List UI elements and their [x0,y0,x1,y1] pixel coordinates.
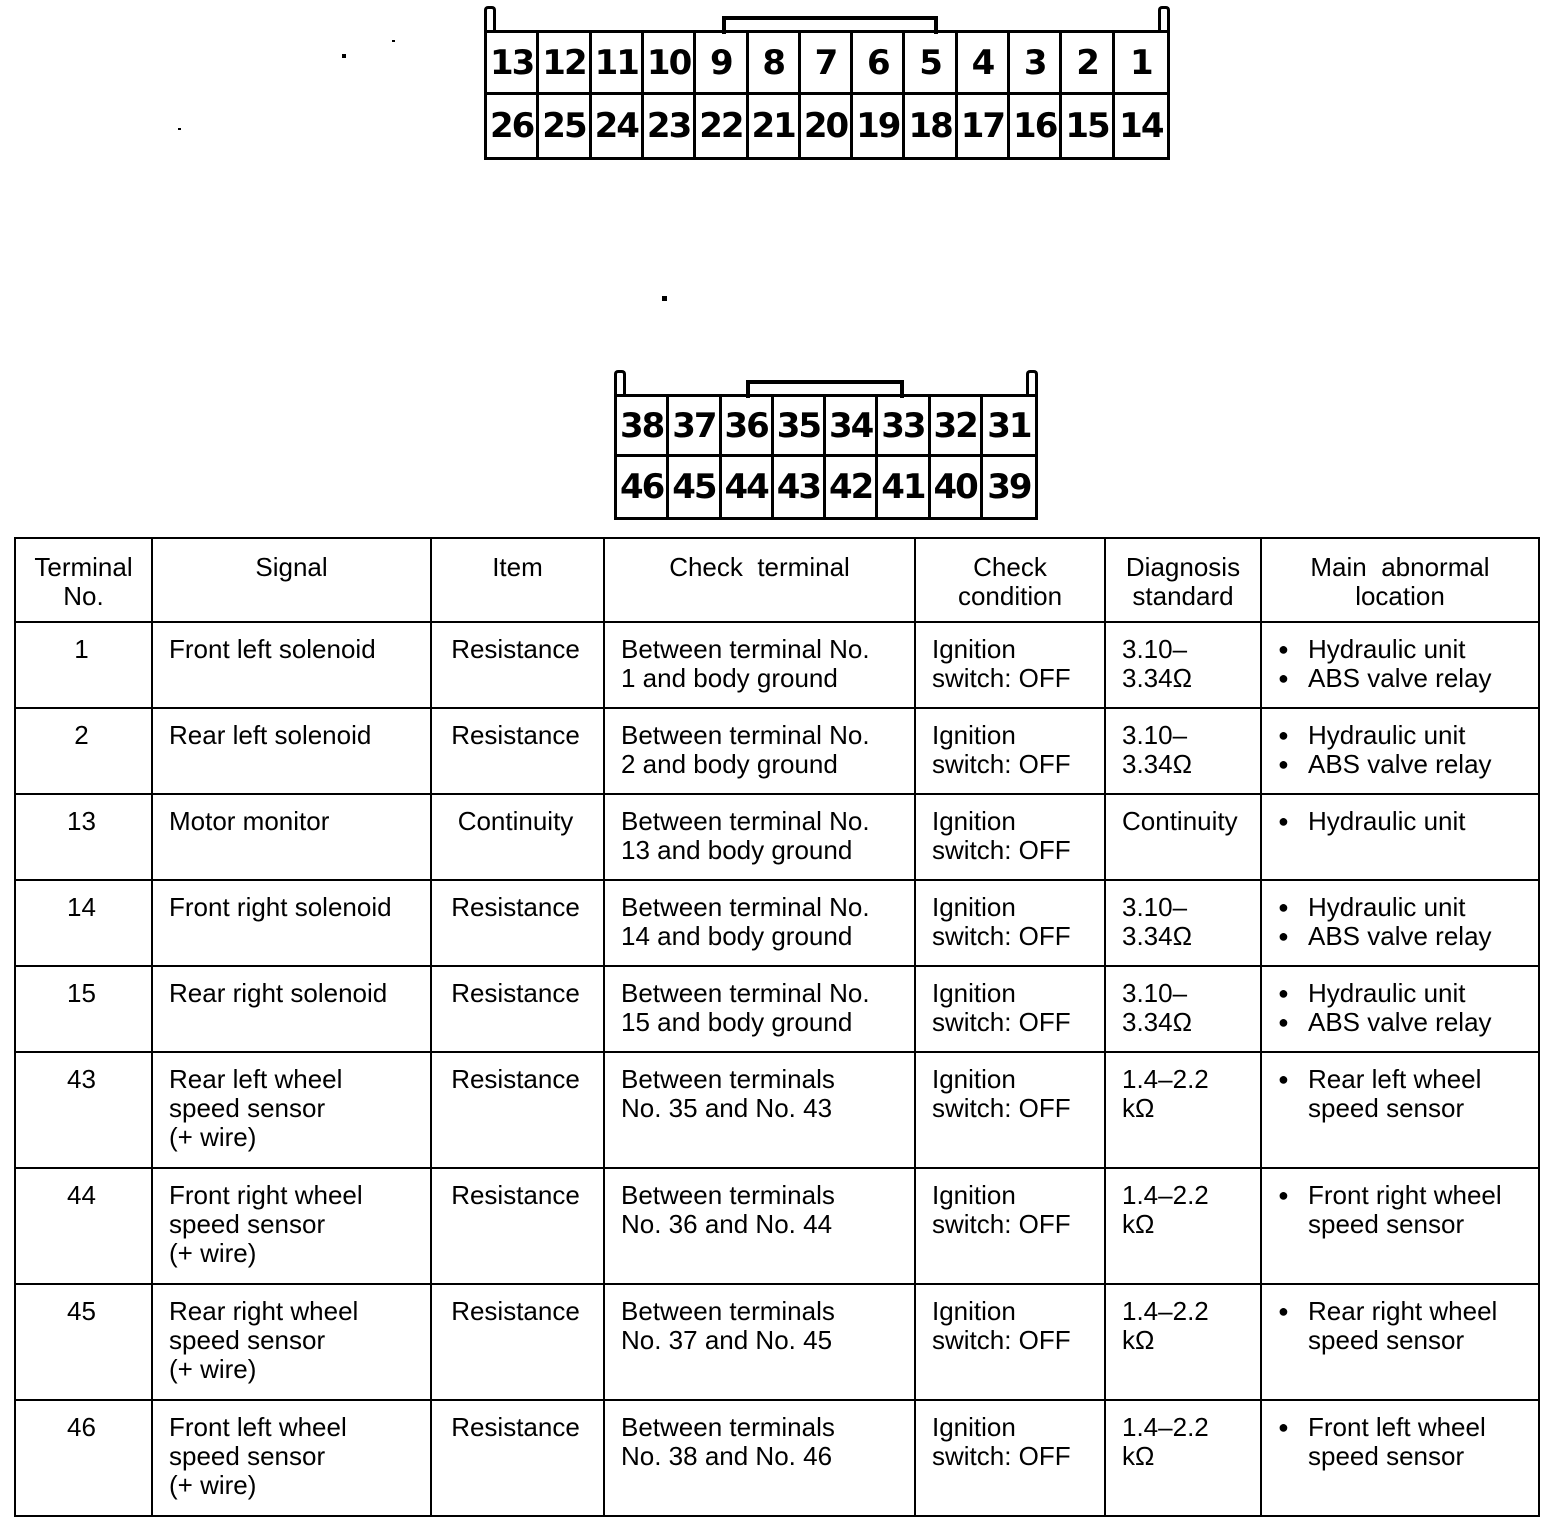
cell-diagnosis-standard [1105,1400,1261,1516]
cell-diagnosis-standard [1105,1284,1261,1400]
cell-text: No. 35 and No. 43 [621,1093,833,1123]
cell-main-abnormal-location [1261,1052,1539,1168]
bullet-item [1278,721,1528,750]
connector-pin: 26 [487,95,539,157]
cell-text: 1.4–2.2 [1122,1296,1209,1326]
cell-text: 3.10– [1122,720,1188,750]
connector-16-pin-grid [614,394,1038,520]
table-row [15,794,1539,880]
bullet-text [1308,979,1466,1008]
connector-pin: 41 [878,457,930,517]
bullet-item [1278,1181,1528,1239]
cell-text: speed sensor [1308,1209,1465,1239]
connector-pin: 12 [539,33,591,95]
cell-text: 3.34Ω [1122,921,1193,951]
cell-text: 43 [67,1064,96,1094]
header-diagnosis-standard [1105,538,1261,622]
cell-text: ABS valve relay [1308,921,1492,951]
cell-main-abnormal-location [1261,1400,1539,1516]
bullet-icon: ● [1278,926,1289,946]
bullet-item [1278,922,1528,951]
header-text: Check terminal [669,552,850,582]
bullet-icon: ● [1278,897,1289,917]
cell-main-abnormal-location [1261,1168,1539,1284]
cell-text: Front right solenoid [169,892,392,922]
cell-item [431,1400,604,1516]
cell-text: kΩ [1122,1209,1155,1239]
header-text: Signal [255,552,328,582]
cell-text: Resistance [451,1296,580,1326]
cell-main-abnormal-location [1261,1284,1539,1400]
connector-pin: 36 [722,397,774,457]
header-main-abnormal-location [1261,538,1539,622]
cell-diagnosis-standard [1105,880,1261,966]
bullet-text [1308,1181,1502,1239]
cell-check-terminal [604,1168,915,1284]
cell-signal [152,1400,431,1516]
cell-text: Resistance [451,1064,580,1094]
table-row [15,622,1539,708]
bullet-item [1278,807,1528,836]
bullet-item [1278,664,1528,693]
cell-text: Hydraulic unit [1308,634,1466,664]
cell-text: ABS valve relay [1308,663,1492,693]
cell-text: switch: OFF [932,1007,1071,1037]
cell-item [431,794,604,880]
cell-text: Front left wheel [1308,1412,1486,1442]
cell-signal [152,622,431,708]
cell-text: 3.10– [1122,634,1188,664]
bullet-text [1308,635,1466,664]
cell-text: kΩ [1122,1441,1155,1471]
cell-check-condition [915,966,1105,1052]
bullet-text [1308,664,1492,693]
connector-right-hook [1158,6,1170,33]
header-text: Main abnormal [1310,552,1490,582]
bullet-text [1308,1297,1497,1355]
bullet-item [1278,1413,1528,1471]
cell-text: Ignition [932,720,1016,750]
cell-text: Resistance [451,1180,580,1210]
connector-pin: 21 [749,95,801,157]
scan-speck [392,40,395,42]
cell-check-condition [915,794,1105,880]
connector-pin: 22 [696,95,748,157]
cell-text: ABS valve relay [1308,1007,1492,1037]
cell-text: speed sensor [1308,1093,1465,1123]
cell-check-terminal [604,1400,915,1516]
cell-check-condition [915,708,1105,794]
cell-text: 3.10– [1122,978,1188,1008]
cell-text: Hydraulic unit [1308,806,1466,836]
cell-main-abnormal-location [1261,966,1539,1052]
cell-terminal-no [15,1400,152,1516]
cell-text: 14 and body ground [621,921,853,951]
connector-pin: 44 [722,457,774,517]
scan-speck [342,54,346,58]
cell-check-condition [915,1284,1105,1400]
connector-pin: 39 [987,467,1031,507]
scan-speck [662,296,667,301]
cell-text: Ignition [932,978,1016,1008]
cell-text: speed sensor [169,1209,326,1239]
cell-text: Hydraulic unit [1308,720,1466,750]
cell-text: Hydraulic unit [1308,978,1466,1008]
cell-diagnosis-standard [1105,708,1261,794]
cell-check-terminal [604,794,915,880]
header-text: No. [63,581,104,611]
bullet-text [1308,750,1492,779]
scan-speck [178,128,181,130]
cell-text: (+ wire) [169,1238,257,1268]
cell-item [431,1284,604,1400]
cell-text: switch: OFF [932,1325,1071,1355]
connector-pin: 23 [644,95,696,157]
cell-text: Ignition [932,806,1016,836]
connector-pin: 15 [1062,95,1114,157]
cell-item [431,1052,604,1168]
cell-terminal-no [15,622,152,708]
cell-text: Ignition [932,1180,1016,1210]
cell-text: switch: OFF [932,1441,1071,1471]
cell-text: Continuity [1122,806,1238,836]
cell-signal [152,966,431,1052]
cell-text: 15 [67,978,96,1008]
connector-pin: 43 [774,457,826,517]
cell-text: Rear right wheel [1308,1296,1498,1326]
cell-text: (+ wire) [169,1122,257,1152]
cell-text: Between terminal No. [621,634,870,664]
cell-signal [152,794,431,880]
cell-check-terminal [604,622,915,708]
cell-signal [152,880,431,966]
cell-text: kΩ [1122,1093,1155,1123]
cell-text: 46 [67,1412,96,1442]
cell-terminal-no [15,966,152,1052]
cell-text: 3.34Ω [1122,749,1193,779]
cell-check-terminal [604,1284,915,1400]
cell-item [431,966,604,1052]
cell-text: Front left wheel [169,1412,347,1442]
header-item [431,538,604,622]
cell-text: Ignition [932,634,1016,664]
cell-text: switch: OFF [932,835,1071,865]
cell-text: Rear right wheel [169,1296,359,1326]
cell-text: 1 [74,634,89,664]
cell-text: Between terminal No. [621,978,870,1008]
bullet-text [1308,893,1466,922]
cell-diagnosis-standard [1105,966,1261,1052]
cell-text: Between terminals [621,1412,835,1442]
terminal-check-table [14,537,1540,1517]
cell-text: 3.34Ω [1122,663,1193,693]
cell-text: (+ wire) [169,1470,257,1500]
cell-text: Continuity [457,806,574,836]
connector-right-hook [1026,370,1038,397]
cell-text: 1.4–2.2 [1122,1064,1209,1094]
connector-pin: 25 [539,95,591,157]
header-text: Item [492,552,543,582]
table-row [15,708,1539,794]
bullet-icon: ● [1278,1069,1289,1089]
cell-text: switch: OFF [932,921,1071,951]
cell-text: Between terminals [621,1064,835,1094]
cell-text: switch: OFF [932,1209,1071,1239]
cell-text: Between terminals [621,1180,835,1210]
cell-check-condition [915,1052,1105,1168]
connector-26-pin [484,6,1170,160]
connector-pin: 14 [1119,106,1163,146]
connector-pin: 37 [669,397,721,457]
cell-text: Ignition [932,892,1016,922]
bullet-icon: ● [1278,668,1289,688]
cell-text: 3.34Ω [1122,1007,1193,1037]
cell-main-abnormal-location [1261,880,1539,966]
cell-text: ABS valve relay [1308,749,1492,779]
connector-pin: 2 [1062,33,1114,95]
cell-text: 45 [67,1296,96,1326]
cell-main-abnormal-location [1261,708,1539,794]
cell-text: (+ wire) [169,1354,257,1384]
cell-text: 14 [67,892,96,922]
cell-text: Hydraulic unit [1308,892,1466,922]
bullet-icon: ● [1278,639,1289,659]
cell-terminal-no [15,880,152,966]
cell-signal [152,1284,431,1400]
connector-pin: 17 [958,95,1010,157]
cell-text: 15 and body ground [621,1007,853,1037]
bullet-item [1278,893,1528,922]
cell-text: 3.10– [1122,892,1188,922]
cell-text: Between terminal No. [621,892,870,922]
connector-pin: 34 [826,397,878,457]
header-signal [152,538,431,622]
table-header-row [15,538,1539,622]
cell-text: switch: OFF [932,749,1071,779]
cell-terminal-no [15,708,152,794]
cell-text: Front left solenoid [169,634,376,664]
cell-diagnosis-standard [1105,622,1261,708]
table-row [15,1284,1539,1400]
header-terminal-no [15,538,152,622]
cell-text: Ignition [932,1412,1016,1442]
bullet-icon: ● [1278,1185,1289,1205]
cell-text: No. 36 and No. 44 [621,1209,833,1239]
cell-text: Rear left wheel [1308,1064,1482,1094]
header-text: standard [1132,581,1234,611]
bullet-item [1278,750,1528,779]
connector-pin: 4 [958,33,1010,95]
cell-text: speed sensor [1308,1325,1465,1355]
connector-pin: 45 [669,457,721,517]
cell-diagnosis-standard [1105,1168,1261,1284]
cell-terminal-no [15,1284,152,1400]
cell-check-terminal [604,708,915,794]
cell-check-condition [915,622,1105,708]
cell-text: Rear left solenoid [169,720,372,750]
header-text: Terminal [34,552,133,582]
cell-item [431,1168,604,1284]
connector-pin: 13 [487,33,539,95]
cell-check-terminal [604,966,915,1052]
cell-item [431,622,604,708]
cell-text: kΩ [1122,1325,1155,1355]
connector-pin: 31 [983,397,1035,457]
connector-pin: 24 [592,95,644,157]
cell-terminal-no [15,794,152,880]
header-text: Check [973,552,1047,582]
connector-pin: 5 [905,33,957,95]
cell-text: Between terminals [621,1296,835,1326]
cell-signal [152,708,431,794]
cell-text: No. 38 and No. 46 [621,1441,833,1471]
bullet-text [1308,1008,1492,1037]
table-row [15,1168,1539,1284]
connector-pin: 42 [826,457,878,517]
cell-terminal-no [15,1052,152,1168]
cell-text: 1.4–2.2 [1122,1180,1209,1210]
cell-text: switch: OFF [932,1093,1071,1123]
cell-text: speed sensor [169,1093,326,1123]
cell-text: 2 [74,720,89,750]
header-text: location [1355,581,1445,611]
cell-text: speed sensor [1308,1441,1465,1471]
cell-text: Between terminal No. [621,720,870,750]
connector-pin: 35 [774,397,826,457]
connector-pin: 19 [853,95,905,157]
connector-26-pin-grid [484,30,1170,160]
cell-text: Resistance [451,978,580,1008]
cell-text: 1.4–2.2 [1122,1412,1209,1442]
cell-check-terminal [604,1052,915,1168]
cell-item [431,708,604,794]
table-row [15,880,1539,966]
cell-text: Between terminal No. [621,806,870,836]
cell-check-condition [915,880,1105,966]
cell-diagnosis-standard [1105,1052,1261,1168]
cell-text: 13 and body ground [621,835,853,865]
bullet-icon: ● [1278,983,1289,1003]
cell-text: Rear right solenoid [169,978,388,1008]
bullet-icon: ● [1278,1417,1289,1437]
connector-left-hook [614,370,626,397]
bullet-item [1278,979,1528,1008]
cell-text: Ignition [932,1064,1016,1094]
header-text: condition [957,581,1063,611]
bullet-item [1278,1008,1528,1037]
cell-text: speed sensor [169,1325,326,1355]
cell-text: Resistance [451,892,580,922]
cell-signal [152,1168,431,1284]
bullet-text [1308,922,1492,951]
connector-left-hook [484,6,496,33]
cell-signal [152,1052,431,1168]
table-row [15,966,1539,1052]
bullet-text [1308,1065,1481,1123]
connector-pin: 33 [878,397,930,457]
connector-pin: 20 [801,95,853,157]
cell-terminal-no [15,1168,152,1284]
cell-text: Ignition [932,1296,1016,1326]
connector-pin: 32 [931,397,983,457]
header-check-condition [915,538,1105,622]
cell-main-abnormal-location [1261,622,1539,708]
header-check-terminal [604,538,915,622]
cell-text: switch: OFF [932,663,1071,693]
bullet-text [1308,807,1466,836]
cell-text: Resistance [451,720,580,750]
bullet-icon: ● [1278,754,1289,774]
cell-text: No. 37 and No. 45 [621,1325,833,1355]
cell-item [431,880,604,966]
connector-pin: 3 [1010,33,1062,95]
cell-text: 1 and body ground [621,663,838,693]
bullet-item [1278,635,1528,664]
bullet-icon: ● [1278,1012,1289,1032]
bullet-icon: ● [1278,725,1289,745]
cell-main-abnormal-location [1261,794,1539,880]
connector-pin: 7 [801,33,853,95]
cell-check-terminal [604,880,915,966]
connector-pin: 11 [592,33,644,95]
cell-text: speed sensor [169,1441,326,1471]
cell-check-condition [915,1168,1105,1284]
connector-pin: 40 [931,457,983,517]
cell-text: 13 [67,806,96,836]
connector-pin: 6 [853,33,905,95]
cell-text: Front right wheel [1308,1180,1502,1210]
bullet-icon: ● [1278,811,1289,831]
cell-text: Resistance [451,1412,580,1442]
connector-pin: 38 [617,397,669,457]
cell-text: Rear left wheel [169,1064,343,1094]
connector-pin: 16 [1010,95,1062,157]
bullet-item [1278,1065,1528,1123]
connector-pin: 46 [617,457,669,517]
cell-text: Front right wheel [169,1180,363,1210]
table-row [15,1400,1539,1516]
bullet-text [1308,1413,1486,1471]
connector-pin: 9 [696,33,748,95]
cell-check-condition [915,1400,1105,1516]
connector-16-pin [614,370,1038,520]
header-text: Diagnosis [1125,552,1241,582]
bullet-item [1278,1297,1528,1355]
cell-text: 2 and body ground [621,749,838,779]
bullet-text [1308,721,1466,750]
connector-pin: 8 [749,33,801,95]
bullet-icon: ● [1278,1301,1289,1321]
cell-text: 44 [67,1180,96,1210]
connector-pin: 1 [1115,33,1167,95]
cell-diagnosis-standard [1105,794,1261,880]
cell-text: Resistance [451,634,580,664]
cell-text: Motor monitor [169,806,330,836]
connector-pin: 10 [644,33,696,95]
connector-pin: 18 [905,95,957,157]
table-row [15,1052,1539,1168]
